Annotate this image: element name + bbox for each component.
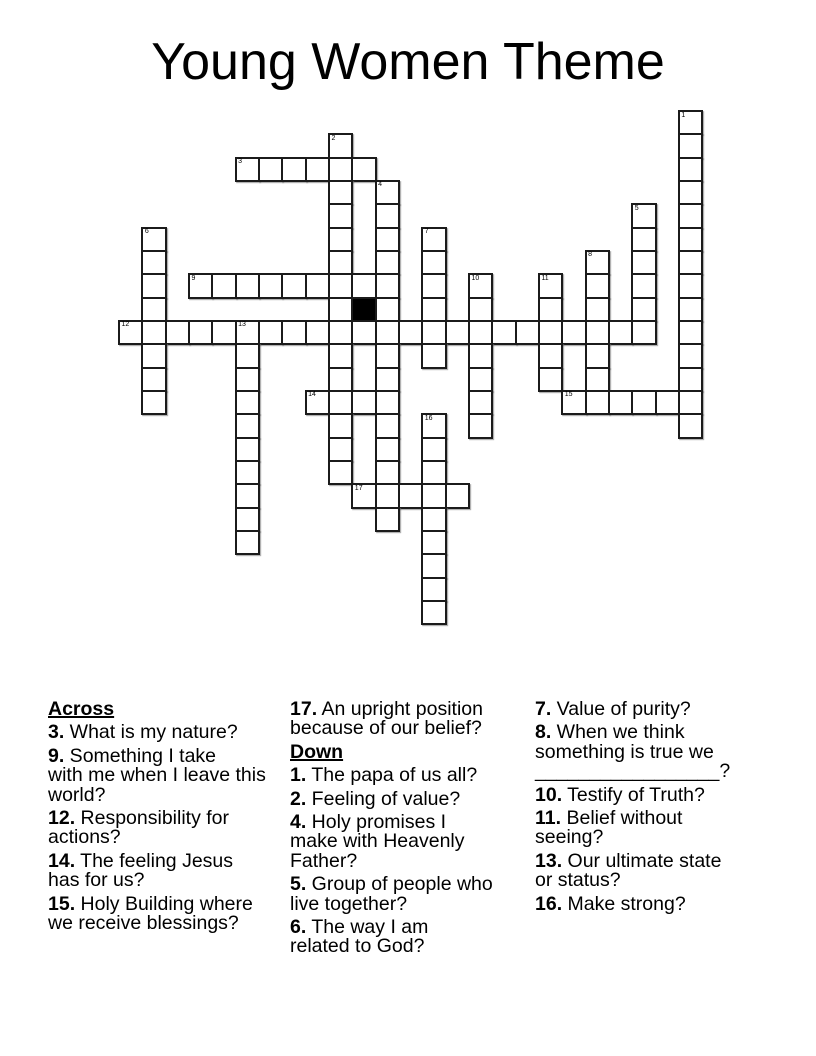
cell-number: 14	[308, 391, 316, 399]
grid-cell[interactable]	[281, 157, 306, 182]
grid-cell[interactable]	[328, 413, 353, 438]
clue-11: 11. Belief without seeing?	[535, 807, 683, 849]
grid-cell[interactable]	[631, 273, 656, 298]
cell-number: 3	[238, 158, 243, 166]
cell-number: 10	[471, 274, 480, 282]
grid-cell[interactable]	[678, 203, 703, 228]
grid-cell[interactable]	[328, 227, 353, 252]
clue-15: 15. Holy Building where we receive blessings?	[48, 892, 253, 935]
clue-column	[290, 700, 530, 961]
grid-cell[interactable]	[678, 157, 703, 182]
clue-4: 4. Holy promises I make with Heavenly Father?	[290, 811, 465, 872]
grid-cell[interactable]	[235, 483, 260, 508]
clue-2: 2. Feeling of value?	[290, 787, 461, 810]
grid-cell[interactable]	[631, 390, 656, 415]
clue-8: 8. When we think something is true we _________________?	[535, 721, 731, 783]
grid-cell[interactable]	[188, 320, 213, 345]
clue-5: 5. Group of people who live together?	[290, 873, 493, 915]
grid-cell[interactable]	[561, 320, 586, 345]
grid-cell[interactable]	[678, 343, 703, 368]
grid-cell[interactable]	[328, 320, 353, 345]
grid-cell[interactable]	[421, 507, 446, 532]
puzzle-title: Young Women Theme	[151, 33, 665, 91]
grid-cell[interactable]	[258, 157, 283, 182]
clue-6: 6. The way I am related to God?	[290, 916, 429, 958]
grid-cell[interactable]	[328, 297, 353, 322]
grid-cell[interactable]	[375, 180, 400, 205]
grid-cell[interactable]	[375, 227, 400, 252]
grid-cell[interactable]	[468, 413, 493, 438]
grid-cell[interactable]	[235, 437, 260, 462]
clue-column	[48, 700, 288, 937]
cell-number: 5	[634, 204, 639, 212]
clue-10: 10. Testify of Truth?	[535, 783, 705, 806]
grid-cell[interactable]	[328, 367, 353, 392]
grid-cell[interactable]	[351, 390, 376, 415]
grid-cell[interactable]	[258, 273, 283, 298]
grid-cell[interactable]	[421, 437, 446, 462]
grid-cell[interactable]	[421, 297, 446, 322]
grid-cell[interactable]	[585, 320, 610, 345]
grid-cell[interactable]	[235, 530, 260, 555]
clue-9: 9. Something I take with me when I leave this world?	[48, 744, 266, 806]
grid-cell[interactable]	[235, 367, 260, 392]
grid-cell[interactable]	[678, 320, 703, 345]
grid-cell[interactable]	[235, 507, 260, 532]
grid-cell[interactable]	[351, 320, 376, 345]
grid-cell[interactable]	[165, 320, 190, 345]
clue-number: 10.	[535, 783, 563, 806]
grid-cell[interactable]	[235, 390, 260, 415]
clue-number: 6.	[290, 916, 307, 939]
grid-cell[interactable]	[141, 367, 166, 392]
grid-cell[interactable]	[631, 250, 656, 275]
grid-cell[interactable]	[585, 250, 610, 275]
grid-cell[interactable]	[421, 320, 446, 345]
grid-cell[interactable]	[421, 553, 446, 578]
grid-cell[interactable]	[468, 273, 493, 298]
clue-number: 7.	[535, 698, 552, 720]
cell-number: 16	[424, 414, 433, 422]
grid-cell[interactable]	[141, 390, 166, 415]
grid-cell[interactable]	[445, 320, 470, 345]
grid-cell[interactable]	[375, 297, 400, 322]
grid-cell[interactable]	[561, 390, 586, 415]
grid-cell[interactable]	[468, 343, 493, 368]
grid-cell[interactable]	[491, 320, 516, 345]
clue-13: 13. Our ultimate state or status?	[535, 849, 722, 892]
grid-cell[interactable]	[398, 320, 423, 345]
grid-cell[interactable]	[235, 460, 260, 485]
grid-cell[interactable]	[375, 437, 400, 462]
grid-cell[interactable]	[375, 507, 400, 532]
cell-number: 4	[378, 181, 383, 189]
cell-number: 15	[564, 391, 573, 399]
clue-number: 14.	[48, 849, 76, 872]
clues-down-header: Down	[290, 740, 344, 763]
grid-cell[interactable]	[585, 297, 610, 322]
grid-cell[interactable]	[585, 367, 610, 392]
grid-cell[interactable]	[328, 180, 353, 205]
grid-cell[interactable]	[468, 297, 493, 322]
grid-cell[interactable]	[678, 133, 703, 158]
clue-14: 14. The feeling Jesus has for us?	[48, 849, 234, 892]
grid-cell[interactable]	[258, 320, 283, 345]
grid-cell[interactable]	[188, 273, 213, 298]
clues-across-header: Across	[48, 698, 115, 720]
grid-cell[interactable]	[421, 530, 446, 555]
grid-cell[interactable]	[211, 273, 236, 298]
grid-cell[interactable]	[421, 413, 446, 438]
grid-cell[interactable]	[235, 413, 260, 438]
grid-cell[interactable]	[305, 320, 330, 345]
clue-17: 17. An upright position because of our belief?	[290, 698, 483, 740]
grid-cell[interactable]	[421, 460, 446, 485]
grid-cell[interactable]	[141, 343, 166, 368]
grid-cell[interactable]	[328, 343, 353, 368]
crossword-grid	[118, 110, 706, 628]
grid-cell[interactable]	[328, 133, 353, 158]
grid-cell[interactable]	[421, 250, 446, 275]
cell-number: 1	[681, 111, 686, 119]
grid-cell[interactable]	[235, 320, 260, 345]
grid-cell[interactable]	[631, 297, 656, 322]
grid-cell[interactable]	[678, 250, 703, 275]
grid-cell[interactable]	[305, 157, 330, 182]
grid-cell[interactable]	[328, 273, 353, 298]
clue-number: 1.	[290, 764, 307, 787]
grid-cell[interactable]	[118, 320, 143, 345]
grid-cell[interactable]	[678, 227, 703, 252]
grid-cell[interactable]	[375, 367, 400, 392]
clue-number: 4.	[290, 811, 307, 834]
grid-cell[interactable]	[375, 413, 400, 438]
grid-cell[interactable]	[421, 600, 446, 625]
grid-cell[interactable]	[608, 320, 633, 345]
cell-number: 7	[424, 228, 429, 236]
grid-cell[interactable]	[421, 483, 446, 508]
grid-cell[interactable]	[351, 273, 376, 298]
grid-cell[interactable]	[305, 390, 330, 415]
grid-cell[interactable]	[375, 390, 400, 415]
cell-number: 2	[331, 134, 336, 142]
clue-column	[535, 700, 775, 918]
grid-cell[interactable]	[281, 273, 306, 298]
grid-cell[interactable]	[631, 227, 656, 252]
grid-cell[interactable]	[375, 273, 400, 298]
grid-cell[interactable]	[468, 390, 493, 415]
clue-number: 17.	[290, 698, 318, 720]
clue-number: 13.	[535, 849, 563, 872]
grid-cell[interactable]	[608, 390, 633, 415]
grid-cell[interactable]	[141, 273, 166, 298]
clue-1: 1. The papa of us all?	[290, 764, 478, 787]
grid-cell[interactable]	[141, 227, 166, 252]
grid-cell[interactable]	[631, 203, 656, 228]
grid-cell[interactable]	[375, 250, 400, 275]
grid-cell[interactable]	[678, 390, 703, 415]
clue-number: 12.	[48, 807, 76, 830]
grid-cell[interactable]	[538, 297, 563, 322]
grid-cell[interactable]	[328, 250, 353, 275]
grid-cell[interactable]	[678, 273, 703, 298]
grid-cell[interactable]	[421, 273, 446, 298]
cell-number: 8	[588, 251, 592, 259]
clue-number: 15.	[48, 892, 76, 915]
grid-cell[interactable]	[328, 157, 353, 182]
grid-cell[interactable]	[281, 320, 306, 345]
grid-cell[interactable]	[678, 110, 703, 135]
grid-cell[interactable]	[678, 413, 703, 438]
clue-number: 8.	[535, 721, 552, 744]
grid-cell[interactable]	[421, 227, 446, 252]
grid-cell[interactable]	[515, 320, 540, 345]
grid-cell[interactable]	[375, 320, 400, 345]
grid-cell[interactable]	[141, 297, 166, 322]
clue-16: 16. Make strong?	[535, 892, 686, 915]
grid-cell[interactable]	[421, 577, 446, 602]
grid-cell[interactable]	[328, 437, 353, 462]
cell-number: 6	[144, 228, 149, 236]
clue-number: 2.	[290, 787, 307, 810]
cell-number: 11	[541, 274, 549, 282]
grid-cell[interactable]	[235, 343, 260, 368]
grid-cell[interactable]	[375, 203, 400, 228]
grid-cell[interactable]	[468, 320, 493, 345]
blocked-cell	[351, 297, 376, 322]
grid-cell[interactable]	[538, 367, 563, 392]
grid-cell[interactable]	[141, 250, 166, 275]
grid-cell[interactable]	[678, 297, 703, 322]
clue-7: 7. Value of purity?	[535, 698, 691, 720]
clue-number: 3.	[48, 721, 65, 744]
grid-cell[interactable]	[351, 483, 376, 508]
clue-12: 12. Responsibility for actions?	[48, 807, 230, 849]
grid-cell[interactable]	[375, 460, 400, 485]
cell-number: 9	[191, 274, 196, 282]
grid-cell[interactable]	[631, 320, 656, 345]
grid-cell[interactable]	[538, 343, 563, 368]
grid-cell[interactable]	[468, 367, 493, 392]
grid-cell[interactable]	[351, 157, 376, 182]
grid-cell[interactable]	[585, 343, 610, 368]
clue-number: 16.	[535, 892, 563, 915]
grid-cell[interactable]	[445, 483, 470, 508]
grid-cell[interactable]	[328, 390, 353, 415]
cell-number: 17	[354, 484, 363, 492]
grid-cell[interactable]	[398, 483, 423, 508]
grid-cell[interactable]	[421, 343, 446, 368]
clue-number: 11.	[535, 807, 562, 830]
grid-cell[interactable]	[585, 390, 610, 415]
grid-cell[interactable]	[375, 483, 400, 508]
grid-cell[interactable]	[305, 273, 330, 298]
grid-cell[interactable]	[375, 343, 400, 368]
clue-number: 5.	[290, 873, 307, 896]
grid-cell[interactable]	[678, 367, 703, 392]
grid-cell[interactable]	[538, 320, 563, 345]
grid-cell[interactable]	[235, 157, 260, 182]
grid-cell[interactable]	[328, 203, 353, 228]
grid-cell[interactable]	[538, 273, 563, 298]
grid-cell[interactable]	[211, 320, 236, 345]
cell-number: 13	[238, 321, 246, 329]
clue-number: 9.	[48, 744, 65, 767]
grid-cell[interactable]	[678, 180, 703, 205]
grid-cell[interactable]	[655, 390, 680, 415]
grid-cell[interactable]	[141, 320, 166, 345]
cell-number: 12	[121, 321, 130, 329]
grid-cell[interactable]	[235, 273, 260, 298]
grid-cell[interactable]	[585, 273, 610, 298]
clue-3: 3. What is my nature?	[48, 721, 238, 744]
grid-cell[interactable]	[328, 460, 353, 485]
